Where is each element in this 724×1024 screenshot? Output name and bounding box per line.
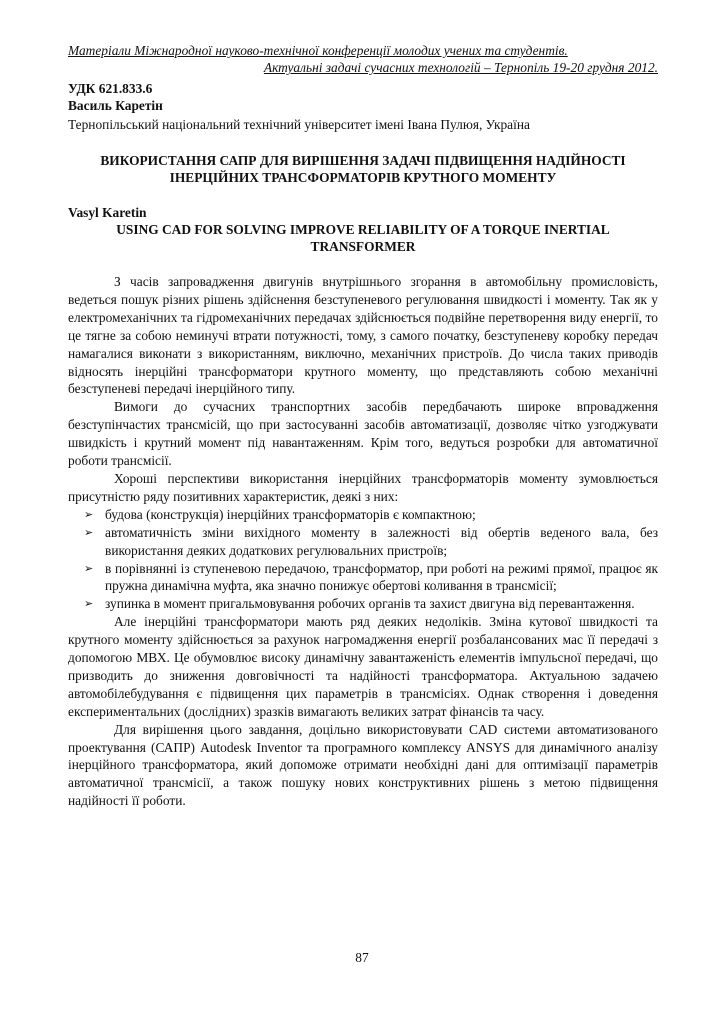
conference-header: Матеріали Міжнародної науково-технічної конференції молодих учених та студентів. (68, 43, 568, 58)
list-item-text: зупинка в момент пригальмовування робочих органів та захист двигуна від перевантаження. (105, 596, 635, 612)
paragraph-3: Хороші перспективи використання інерційних трансформаторів моменту зумовлюється присутністю ряду позитивних характеристик, деякі з них: (68, 470, 658, 504)
list-item-text: будова (конструкція) інерційних трансформаторів є компактною; (105, 506, 476, 522)
list-item-text: автоматичність зміни вихідного моменту в залежності від обертів веденого вала, без використання деяких додаткових регулювальних пристроїв; (105, 524, 658, 558)
advantages-list (68, 506, 658, 613)
paragraph-2: Вимоги до сучасних транспортних засобів передбачають широке впровадження безступінчастих трансмісій, що при застосуванні засобів автоматизації, дозволяє чітко узгоджувати швидкість і крутний момент під навантаженням. Крім того, ведуться розробки для автоматичної роботи трансмісії. (68, 399, 658, 469)
list-item (68, 506, 658, 524)
author-name-en: Vasyl Karetin (68, 205, 147, 220)
paper-body (68, 273, 658, 810)
paper-title-ua: ВИКОРИСТАННЯ САПР ДЛЯ ВИРІШЕННЯ ЗАДАЧІ ПІДВИЩЕННЯ НАДІЙНОСТІ ІНЕРЦІЙНИХ ТРАНСФОРМАТОРІВ КРУТНОГО МОМЕНТУ (100, 153, 626, 185)
page-number: 87 (355, 950, 369, 965)
document-page (68, 42, 658, 810)
paragraph-4: Але інерційні трансформатори мають ряд деяких недоліків. Зміна кутової швидкості та крутного моменту здійснюється за рахунок нагромадження енергії розбалансованих мас її передачі з допомогою МВХ. Це обумовлює високу динамічну завантаженість елементів імпульсної передачі, що призводить до зниження довговічності та надійності трансформатора. Актуальною задачею автомобілебудування є підвищення цих параметрів в трансмісіях. Однак створення і доведення експериментальних (дослідних) зразків вимагають великих затрат фінансів та часу. (68, 614, 658, 719)
paragraph-1: З часів запровадження двигунів внутрішнього згорання в автомобільну промисловість, ведеться пошук різних рішень здійснення безступеневого регулювання швидкості і моменту. Так як у електромеханічних та гідромеханічних передачах здійснюється подвійне перетворення виду енергії, то це тягне за собою неминучі втрати потужності, тому, з самого початку, безступеневу коробку передач намагалися виконати з використанням, виключно, механічних пристроїв. До числа таких приводів відносять інерційні трансформатори крутного моменту, що представляють собою механічні безступеневі передачі інерційного типу. (68, 274, 658, 397)
conference-event-header: Актуальні задачі сучасних технологій – Тернопіль 19-20 грудня 2012. (263, 60, 658, 75)
paper-title-en: USING CAD FOR SOLVING IMPROVE RELIABILITY OF A TORQUE INERTIAL TRANSFORMER (116, 222, 610, 254)
list-item (68, 524, 658, 560)
udc-code: УДК 621.833.6 (68, 81, 153, 96)
list-item-text: в порівнянні із ступеневою передачою, трансформатор, при роботі на режимі прямої, працює як пружна динамічна муфта, яка значно понижує обертові коливання в трансмісії; (105, 560, 658, 594)
arrow-bullet-icon: ➢ (84, 597, 94, 611)
paragraph-5: Для вирішення цього завдання, доцільно використовувати CAD системи автоматизованого проектування (САПР) Autodesk Inventor та програмного комплексу ANSYS для динамічного аналізу інерційного трансформатора, який допоможе отримати необхідні дані для оптимізації параметрів автоматичної трансмісії, а також пошуку нових конструктивних рішень з метою підвищення надійності її роботи. (68, 721, 658, 809)
arrow-bullet-icon: ➢ (84, 525, 94, 539)
affiliation: Тернопільський національний технічний університет імені Івана Пулюя, Україна (68, 117, 530, 132)
arrow-bullet-icon: ➢ (84, 507, 94, 521)
list-item (68, 560, 658, 596)
list-item (68, 595, 658, 613)
arrow-bullet-icon: ➢ (84, 561, 94, 575)
author-name-ua: Василь Каретін (68, 98, 163, 113)
